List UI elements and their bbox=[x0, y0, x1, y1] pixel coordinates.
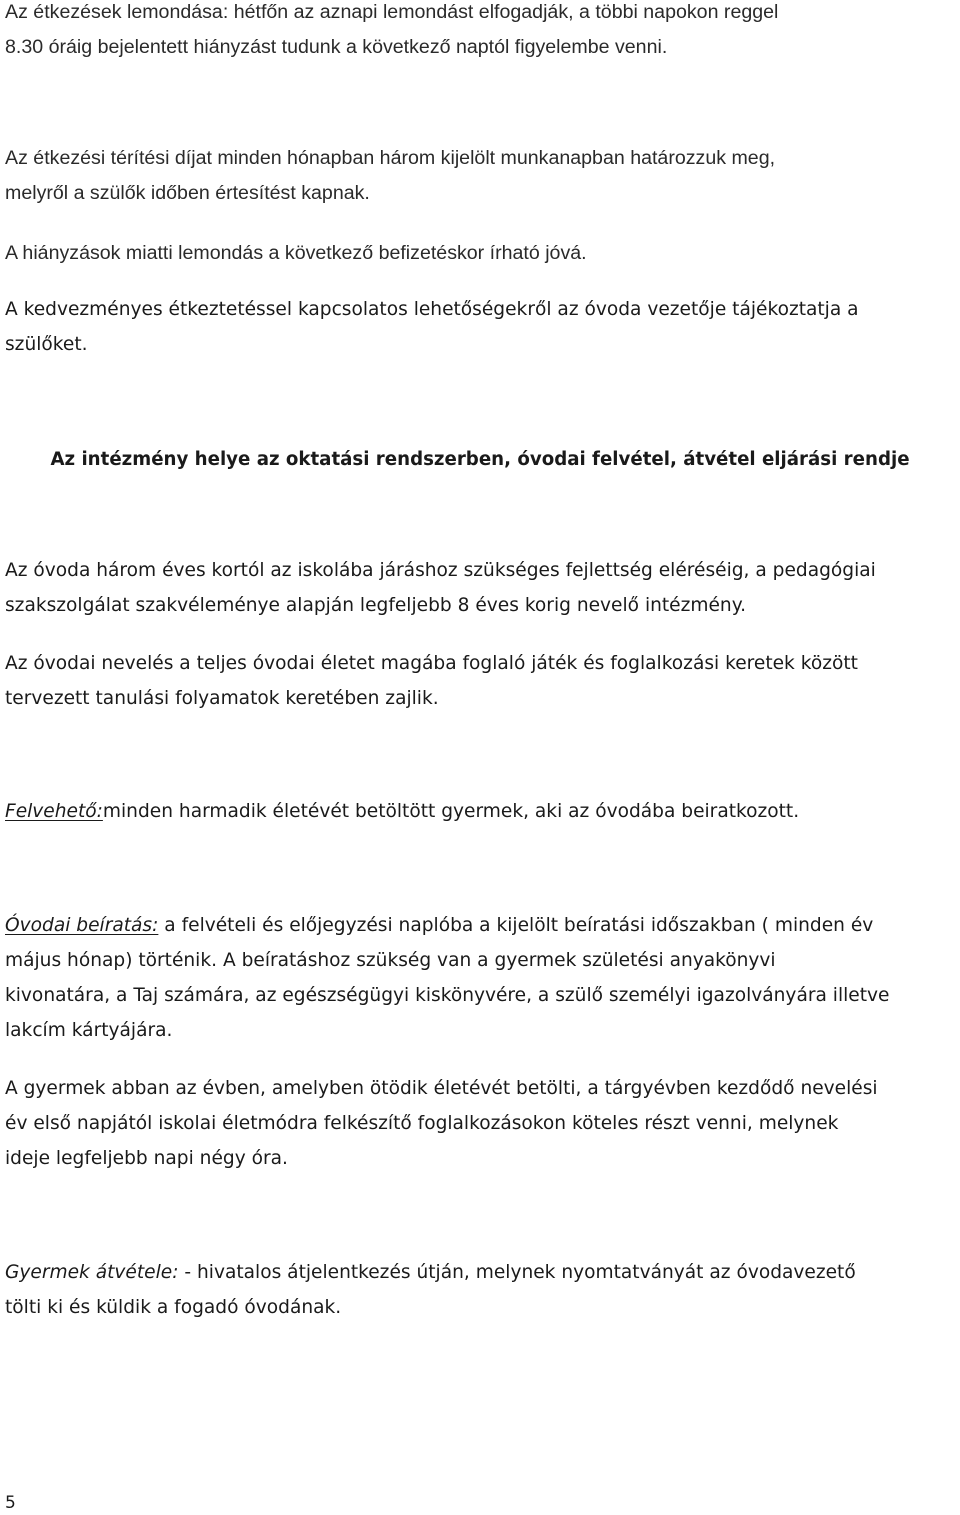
text-line: tölti ki és küldik a fogadó óvodának. bbox=[5, 1297, 342, 1318]
enrollment-text: a felvételi és előjegyzési naplóba a kijelölt beíratási időszakban ( minden év bbox=[158, 915, 874, 936]
text-line: 8.30 óráig bejelentett hiányzást tudunk a következő naptól figyelembe venni. bbox=[5, 36, 668, 58]
paragraph-absence-credit bbox=[5, 236, 955, 271]
paragraph-discounted-meals bbox=[5, 292, 955, 362]
eligibility-label: Felvehető: bbox=[5, 801, 103, 822]
text-line bbox=[5, 794, 955, 829]
page-number: 5 bbox=[5, 1493, 16, 1513]
text-line: szakszolgálat szakvéleménye alapján legfeljebb 8 éves korig nevelő intézmény. bbox=[5, 595, 746, 616]
text-line bbox=[5, 908, 955, 943]
paragraph-school-preparation bbox=[5, 1071, 955, 1176]
text-line bbox=[5, 1255, 955, 1290]
transfer-label: Gyermek átvétele: bbox=[5, 1262, 179, 1283]
paragraph-meal-cancellation bbox=[5, 0, 955, 65]
text-line: Az étkezési térítési díjat minden hónapban három kijelölt munkanapban határozzuk meg, bbox=[5, 147, 776, 169]
text-line: A hiányzások miatti lemondás a következő befizetéskor írható jóvá. bbox=[5, 242, 587, 264]
text-line: kivonatára, a Taj számára, az egészségügyi kiskönyvére, a szülő személyi igazolványára illetve bbox=[5, 985, 890, 1006]
paragraph-kindergarten-age bbox=[5, 553, 955, 623]
section-heading: Az intézmény helye az oktatási rendszerben, óvodai felvétel, átvétel eljárási rendje bbox=[50, 449, 910, 470]
enrollment-label: Óvodai beíratás: bbox=[5, 915, 159, 936]
eligibility-text: minden harmadik életévét betöltött gyermek, aki az óvodába beiratkozott. bbox=[102, 801, 800, 822]
text-line: év első napjától iskolai életmódra felkészítő foglalkozásokon köteles részt venni, melynek bbox=[5, 1113, 839, 1134]
transfer-text: - hivatalos átjelentkezés útján, melynek nyomtatványát az óvodavezető bbox=[178, 1262, 856, 1283]
text-line: melyről a szülők időben értesítést kapnak. bbox=[5, 182, 370, 204]
paragraph-eligibility bbox=[5, 794, 955, 829]
text-line: szülőket. bbox=[5, 334, 88, 355]
paragraph-transfer bbox=[5, 1255, 955, 1325]
text-line: lakcím kártyájára. bbox=[5, 1020, 173, 1041]
paragraph-education-framework bbox=[5, 646, 955, 716]
text-line: tervezett tanulási folyamatok keretében zajlik. bbox=[5, 688, 439, 709]
text-line: ideje legfeljebb napi négy óra. bbox=[5, 1148, 288, 1169]
paragraph-enrollment bbox=[5, 908, 955, 1048]
paragraph-meal-fee bbox=[5, 141, 955, 211]
text-line: május hónap) történik. A beíratáshoz szükség van a gyermek születési anyakönyvi bbox=[5, 950, 776, 971]
text-line: A kedvezményes étkeztetéssel kapcsolatos lehetőségekről az óvoda vezetője tájékoztatja a bbox=[5, 299, 859, 320]
text-line: A gyermek abban az évben, amelyben ötödik életévét betölti, a tárgyévben kezdődő nevelési bbox=[5, 1078, 878, 1099]
text-line: Az óvodai nevelés a teljes óvodai életet magába foglaló játék és foglalkozási keretek között bbox=[5, 653, 858, 674]
text-line: Az étkezések lemondása: hétfőn az aznapi lemondást elfogadják, a többi napokon reggel bbox=[5, 1, 779, 23]
text-line: Az óvoda három éves kortól az iskolába járáshoz szükséges fejlettség eléréséig, a pedagógiai bbox=[5, 560, 876, 581]
